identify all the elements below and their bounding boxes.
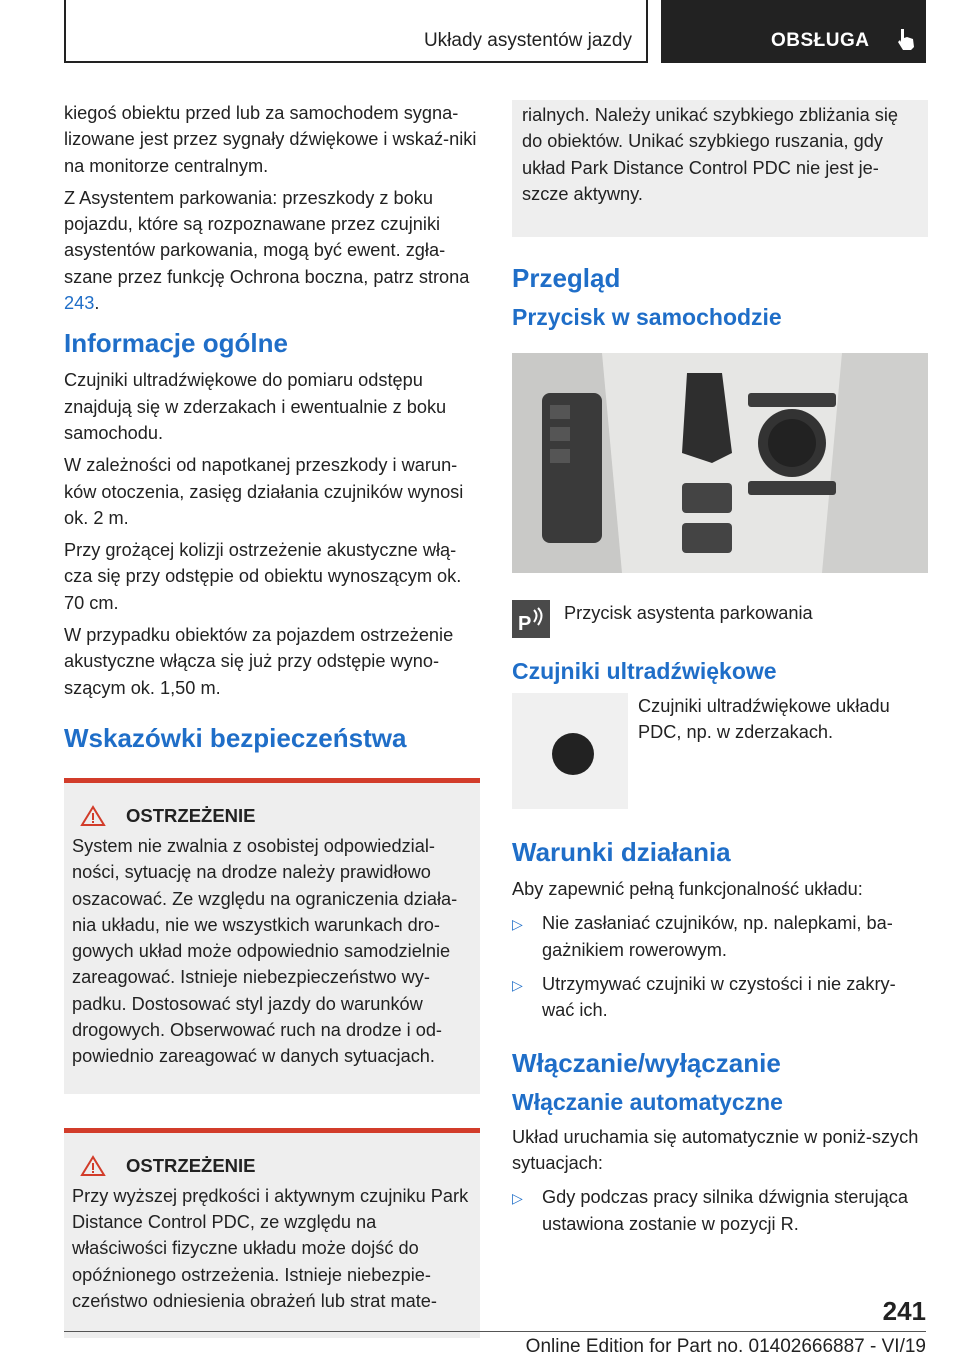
paragraph: Z Asystentem parkowania: przeszkody z boku pojazdu, które są rozpoznawane przez czujniki asystentów parkowania, mogą być ewent. zgła-szane przez funkcję Ochrona boczna, patrz strona 243. (64, 187, 470, 314)
bullet-triangle-icon: ▷ (512, 916, 523, 933)
header-chapter-box (661, 0, 926, 63)
list-item: ▷ Gdy podczas pracy silnika dźwignia sterująca ustawiona zostanie w pozycji R. (512, 1184, 928, 1237)
warning-box-continued (512, 100, 928, 237)
heading-on-off: Włączanie/wyłączanie (512, 1047, 781, 1078)
bullet-triangle-icon: ▷ (512, 977, 523, 994)
heading-button: Przycisk w samochodzie (512, 304, 782, 331)
paragraph: Czujniki ultradźwiękowe do pomiaru odstępu znajdują się w zderzakach i ewentualnie z boku samochodu. (64, 370, 447, 443)
right-column (512, 100, 928, 1245)
heading-auto-on: Włączanie automatyczne (512, 1088, 783, 1115)
bullet-triangle-icon: ▷ (512, 1190, 523, 1207)
footer-divider (64, 1331, 926, 1332)
heading-safety: Wskazówki bezpieczeństwa (64, 722, 407, 753)
svg-text:P: P (518, 613, 532, 636)
header-chapter-title: OBSŁUGA (771, 30, 870, 51)
list-item: ▷ Utrzymywać czujniki w czystości i nie zakry-wać ich. (512, 971, 928, 1024)
warning-box (64, 1128, 480, 1338)
left-column (64, 100, 480, 1338)
paragraph: W zależności od napotkanej przeszkody i warun-ków otoczenia, zasięg działania czujników wynosi ok. 2 m. (64, 455, 464, 528)
image-caption: Przycisk asystenta parkowania (564, 603, 813, 624)
paragraph: Układ uruchamia się automatycznie w poniż-szych sytuacjach: (512, 1126, 919, 1173)
warning-title: OSTRZEŻENIE (126, 1154, 256, 1176)
ultrasonic-sensor-image (512, 693, 628, 809)
heading-overview: Przegląd (512, 263, 621, 294)
paragraph: kiegoś obiektu przed lub za samochodem sygna-lizowane jest przez sygnały dźwiękowe i wskaź-niki na monitorze centralnym. (64, 103, 477, 176)
paragraph: Aby zapewnić pełną funkcjonalność układu: (512, 879, 863, 900)
paragraph: Czujniki ultradźwiękowe układu PDC, np. w zderzakach. (638, 696, 890, 743)
warning-triangle-icon (80, 805, 106, 827)
warning-text: rialnych. Należy unikać szybkiego zbliżania się do obiektów. Unikać szybkiego ruszania, gdy układ Park Distance Control PDC nie jest je-szcze aktywny. (522, 105, 899, 204)
page-number: 241 (882, 1296, 926, 1326)
hand-pointer-icon (895, 27, 917, 51)
warning-title: OSTRZEŻENIE (126, 804, 256, 826)
warning-box (64, 778, 480, 1094)
warning-text: Przy wyższej prędkości i aktywnym czujniku Park Distance Control PDC, ze względu na właściwości fizyczne układu może dojść do opóźnionego ostrzeżenia. Istnieje niebezpie-czeństwo odniesienia obrażeń lub strat mate- (72, 1185, 469, 1311)
header-section-box (64, 0, 648, 63)
footer-edition: Online Edition for Part no. 01402666887 - VI/19 (525, 1336, 926, 1357)
center-console-photo (512, 353, 928, 573)
header-section-title: Układy asystentów jazdy (423, 30, 632, 51)
heading-sensors: Czujniki ultradźwiękowe (512, 658, 777, 685)
paragraph: Przy grożącej kolizji ostrzeżenie akustyczne włą-cza się przy odstępie od obiektu wynoszącym ok. 70 cm. (64, 540, 462, 613)
list-item: ▷ Nie zasłaniać czujników, np. nalepkami, ba-gażnikiem rowerowym. (512, 910, 928, 963)
heading-general-info: Informacje ogólne (64, 328, 288, 359)
warning-triangle-icon (80, 1155, 106, 1177)
warning-text: System nie zwalnia z osobistej odpowiedzial-ności, sytuację na drodze należy prawidłowo oszacować. Ze względu na ograniczenia działa-nia układu, nie we wszystkich warunkach dro-gowych układ może odpowiednio samodzielnie zareagować. Istnieje niebezpieczeństwo wy-padku. Dostosować styl jazdy do warunków drogowych. Obserwować ruch na drodze i od-powiednio zareagować w danych sytuacjach. (72, 835, 458, 1067)
parking-assistant-icon (512, 600, 550, 638)
paragraph: W przypadku obiektów za pojazdem ostrzeżenie akustyczne włącza się już przy odstępie wyno-szącym ok. 1,50 m. (64, 625, 454, 698)
page-link[interactable]: 243 (64, 293, 95, 314)
heading-conditions: Warunki działania (512, 837, 731, 868)
